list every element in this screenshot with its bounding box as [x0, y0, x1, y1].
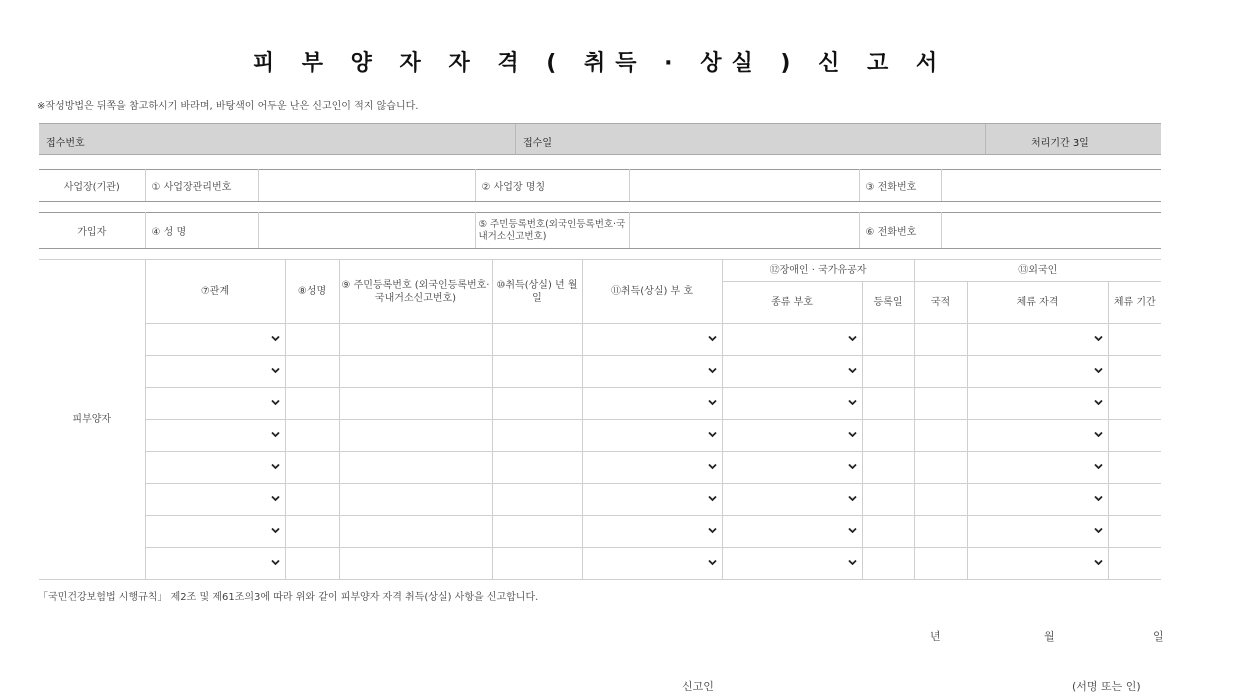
chevron-down-icon[interactable]: [146, 324, 285, 355]
table-row: [39, 388, 1161, 420]
dependent-date-input[interactable]: [492, 356, 582, 388]
chevron-down-icon[interactable]: [723, 484, 862, 515]
dependent-reg-date-input[interactable]: [862, 548, 914, 580]
chevron-down-icon[interactable]: [146, 420, 285, 451]
header-nationality: 국적: [914, 282, 967, 324]
day-label: 일: [1153, 630, 1164, 643]
dependent-code-select[interactable]: [582, 356, 722, 388]
chevron-down-icon[interactable]: [968, 516, 1108, 547]
dependent-code-select[interactable]: [582, 388, 722, 420]
dependent-stay-period-input[interactable]: [1108, 548, 1161, 580]
header-relation: ⑦관계: [145, 260, 285, 324]
table-row: [39, 484, 1161, 516]
subscriber-phone-label: ⑥ 전화번호: [859, 213, 941, 249]
dependent-reg-date-input[interactable]: [862, 356, 914, 388]
dependent-reg-date-input[interactable]: [862, 420, 914, 452]
dependent-stay-period-input[interactable]: [1108, 324, 1161, 356]
workplace-name-label: ② 사업장 명칭: [475, 170, 629, 202]
chevron-down-icon[interactable]: [146, 484, 285, 515]
dependent-stay-status-select[interactable]: [967, 452, 1108, 484]
dependent-stay-period-input[interactable]: [1108, 516, 1161, 548]
declaration-text: 「국민건강보험법 시행규칙」 제2조 및 제61조의3에 따라 위와 같이 피부양자 자격 취득(상실) 사항을 신고합니다.: [38, 592, 539, 603]
header-name: ⑧성명: [285, 260, 339, 324]
subscriber-phone-input[interactable]: [941, 213, 1161, 249]
table-row: [39, 420, 1161, 452]
chevron-down-icon[interactable]: [583, 388, 722, 419]
dependent-reg-date-input[interactable]: [862, 452, 914, 484]
dependent-name-input[interactable]: [285, 484, 339, 516]
dependent-type-code-select[interactable]: [722, 484, 862, 516]
dependent-nationality-input[interactable]: [914, 548, 967, 580]
dependent-stay-period-input[interactable]: [1108, 388, 1161, 420]
dependent-type-code-select[interactable]: [722, 420, 862, 452]
workplace-name-input[interactable]: [629, 170, 859, 202]
workplace-phone-input[interactable]: [941, 170, 1161, 202]
dependents-section-label: 피부양자: [39, 260, 145, 580]
dependent-code-select[interactable]: [582, 484, 722, 516]
chevron-down-icon[interactable]: [723, 356, 862, 387]
dependent-relation-select[interactable]: [145, 324, 285, 356]
dependent-name-input[interactable]: [285, 356, 339, 388]
dependent-stay-status-select[interactable]: [967, 484, 1108, 516]
receipt-number-label: 접수번호: [46, 138, 85, 149]
chevron-down-icon[interactable]: [968, 324, 1108, 355]
header-stay-status: 체류 자격: [967, 282, 1108, 324]
header-stay-period: 체류 기간: [1108, 282, 1161, 324]
dependent-date-input[interactable]: [492, 452, 582, 484]
dependent-name-input[interactable]: [285, 516, 339, 548]
subscriber-reg-no-label: ⑤ 주민등록번호(외국인등록번호·국내거소신고번호): [475, 213, 629, 249]
dependent-type-code-select[interactable]: [722, 452, 862, 484]
month-label: 월: [1044, 630, 1055, 643]
dependent-type-code-select[interactable]: [722, 388, 862, 420]
year-label: 년: [930, 630, 941, 643]
form-title: 피 부 양 자 자 격 ( 취득 · 상실 ) 신 고 서: [252, 51, 948, 76]
chevron-down-icon[interactable]: [583, 484, 722, 515]
dependent-relation-select[interactable]: [145, 356, 285, 388]
signer-label: 신고인: [682, 680, 714, 693]
dependent-name-input[interactable]: [285, 452, 339, 484]
chevron-down-icon[interactable]: [968, 452, 1108, 483]
header-code: ⑪취득(상실) 부 호: [582, 260, 722, 324]
chevron-down-icon[interactable]: [723, 324, 862, 355]
workplace-mgmt-no-input[interactable]: [258, 170, 475, 202]
workplace-mgmt-no-label: ① 사업장관리번호: [145, 170, 258, 202]
dependents-table: [39, 259, 1161, 580]
dependent-date-input[interactable]: [492, 388, 582, 420]
dependent-nationality-input[interactable]: [914, 356, 967, 388]
dependent-reg-date-input[interactable]: [862, 324, 914, 356]
dependent-date-input[interactable]: [492, 516, 582, 548]
chevron-down-icon[interactable]: [723, 388, 862, 419]
chevron-down-icon[interactable]: [968, 356, 1108, 387]
subscriber-table: [39, 212, 1161, 249]
workplace-phone-label: ③ 전화번호: [859, 170, 941, 202]
table-row: [39, 516, 1161, 548]
dependent-nationality-input[interactable]: [914, 420, 967, 452]
dependent-nationality-input[interactable]: [914, 452, 967, 484]
dependent-relation-select[interactable]: [145, 420, 285, 452]
dependent-reg-no-input[interactable]: [339, 420, 492, 452]
dependent-relation-select[interactable]: [145, 452, 285, 484]
chevron-down-icon[interactable]: [968, 484, 1108, 515]
chevron-down-icon[interactable]: [723, 548, 862, 579]
dependent-stay-status-select[interactable]: [967, 548, 1108, 580]
chevron-down-icon[interactable]: [583, 452, 722, 483]
subscriber-section-label: 가입자: [39, 213, 145, 249]
dependent-type-code-select[interactable]: [722, 356, 862, 388]
dependent-stay-status-select[interactable]: [967, 356, 1108, 388]
dependent-type-code-select[interactable]: [722, 548, 862, 580]
chevron-down-icon[interactable]: [146, 452, 285, 483]
dependent-reg-date-input[interactable]: [862, 484, 914, 516]
dependent-reg-no-input[interactable]: [339, 516, 492, 548]
chevron-down-icon[interactable]: [968, 420, 1108, 451]
dependent-date-input[interactable]: [492, 484, 582, 516]
subscriber-reg-no-input[interactable]: [629, 213, 859, 249]
chevron-down-icon[interactable]: [583, 356, 722, 387]
chevron-down-icon[interactable]: [968, 388, 1108, 419]
workplace-section-label: 사업장(기관): [39, 170, 145, 202]
dependent-reg-no-input[interactable]: [339, 356, 492, 388]
dependent-date-input[interactable]: [492, 324, 582, 356]
dependent-type-code-select[interactable]: [722, 516, 862, 548]
header-disabled-group: ⑫장애인 · 국가유공자: [722, 260, 914, 282]
dependent-stay-period-input[interactable]: [1108, 420, 1161, 452]
dependent-name-input[interactable]: [285, 548, 339, 580]
dependent-date-input[interactable]: [492, 548, 582, 580]
instruction-note: ※작성방법은 뒤쪽을 참고하시기 바라며, 바탕색이 어두운 난은 신고인이 적지 않습니다.: [37, 101, 419, 112]
header-date: ⑩취득(상실) 년 월 일: [492, 260, 582, 324]
chevron-down-icon[interactable]: [583, 548, 722, 579]
signature-hint: (서명 또는 인): [1072, 680, 1141, 693]
dependent-relation-select[interactable]: [145, 548, 285, 580]
chevron-down-icon[interactable]: [146, 516, 285, 547]
dependent-reg-no-input[interactable]: [339, 548, 492, 580]
header-foreigner-group: ⑬외국인: [914, 260, 1161, 282]
table-row: [39, 452, 1161, 484]
dependent-relation-select[interactable]: [145, 388, 285, 420]
dependent-code-select[interactable]: [582, 516, 722, 548]
dependent-type-code-select[interactable]: [722, 324, 862, 356]
table-row: [39, 324, 1161, 356]
chevron-down-icon[interactable]: [968, 548, 1108, 579]
dependent-name-input[interactable]: [285, 388, 339, 420]
dependent-reg-no-input[interactable]: [339, 324, 492, 356]
chevron-down-icon[interactable]: [583, 420, 722, 451]
dependent-code-select[interactable]: [582, 548, 722, 580]
dependent-relation-select[interactable]: [145, 516, 285, 548]
workplace-table: [39, 169, 1161, 202]
header-reg-date: 등록일: [862, 282, 914, 324]
dependent-date-input[interactable]: [492, 420, 582, 452]
dependent-nationality-input[interactable]: [914, 388, 967, 420]
receipt-bar: [39, 123, 1161, 155]
dependent-reg-date-input[interactable]: [862, 388, 914, 420]
subscriber-name-label: ④ 성 명: [145, 213, 258, 249]
dependent-stay-status-select[interactable]: [967, 324, 1108, 356]
dependent-code-select[interactable]: [582, 324, 722, 356]
dependent-stay-period-input[interactable]: [1108, 484, 1161, 516]
table-row: [39, 548, 1161, 580]
chevron-down-icon[interactable]: [723, 516, 862, 547]
dependent-reg-no-input[interactable]: [339, 388, 492, 420]
header-reg-no: ⑨ 주민등록번호 (외국인등록번호· 국내거소신고번호): [339, 260, 492, 324]
chevron-down-icon[interactable]: [723, 452, 862, 483]
table-row: [39, 356, 1161, 388]
processing-period-label: 처리기간 3일: [1031, 138, 1089, 149]
dependent-nationality-input[interactable]: [914, 484, 967, 516]
receipt-date-label: 접수일: [523, 138, 552, 149]
dependent-reg-no-input[interactable]: [339, 452, 492, 484]
dependent-stay-period-input[interactable]: [1108, 452, 1161, 484]
subscriber-name-input[interactable]: [258, 213, 475, 249]
chevron-down-icon[interactable]: [146, 388, 285, 419]
dependent-reg-no-input[interactable]: [339, 484, 492, 516]
chevron-down-icon[interactable]: [723, 420, 862, 451]
dependent-name-input[interactable]: [285, 420, 339, 452]
dependent-name-input[interactable]: [285, 324, 339, 356]
chevron-down-icon[interactable]: [146, 548, 285, 579]
dependent-code-select[interactable]: [582, 452, 722, 484]
dependent-stay-status-select[interactable]: [967, 388, 1108, 420]
dependent-nationality-input[interactable]: [914, 324, 967, 356]
dependent-code-select[interactable]: [582, 420, 722, 452]
dependent-stay-period-input[interactable]: [1108, 356, 1161, 388]
chevron-down-icon[interactable]: [583, 324, 722, 355]
chevron-down-icon[interactable]: [146, 356, 285, 387]
header-type-code: 종류 부호: [722, 282, 862, 324]
dependent-stay-status-select[interactable]: [967, 420, 1108, 452]
chevron-down-icon[interactable]: [583, 516, 722, 547]
dependent-nationality-input[interactable]: [914, 516, 967, 548]
dependent-relation-select[interactable]: [145, 484, 285, 516]
dependent-reg-date-input[interactable]: [862, 516, 914, 548]
dependent-stay-status-select[interactable]: [967, 516, 1108, 548]
